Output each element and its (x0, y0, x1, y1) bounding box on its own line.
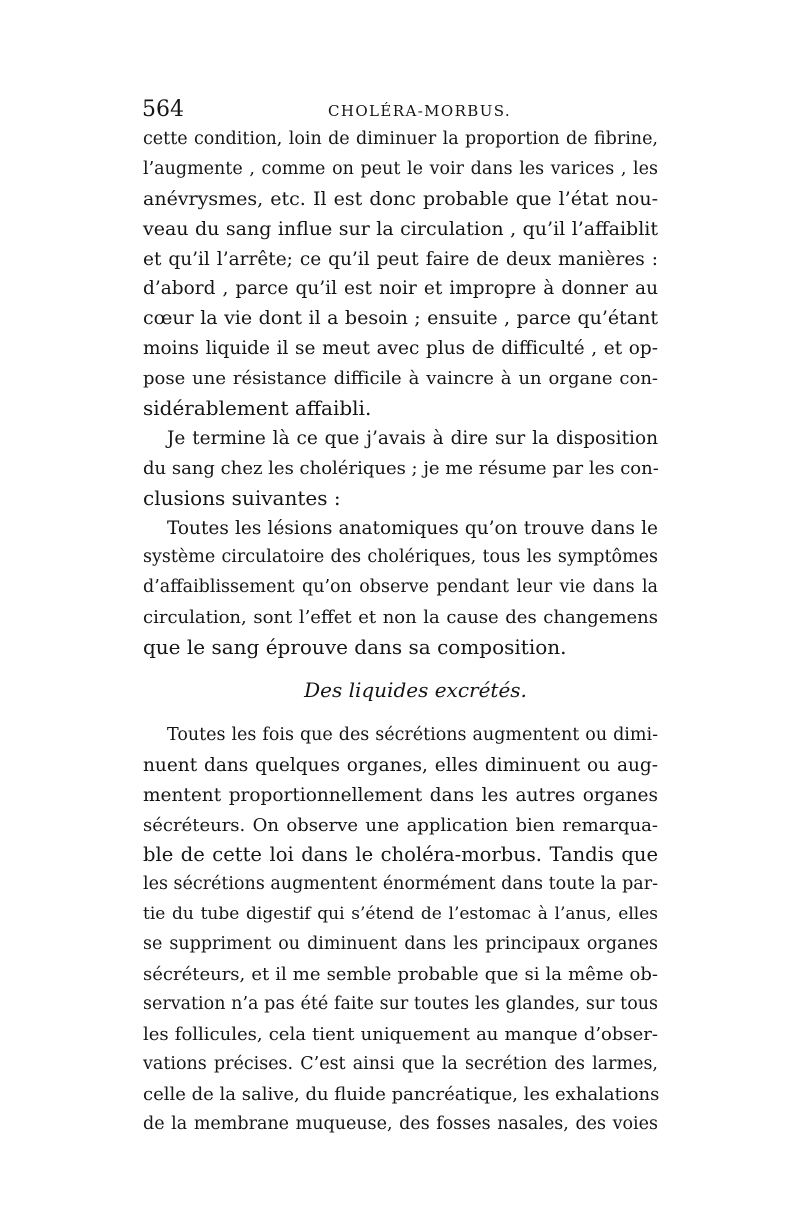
text-line: moins liquide il se meut avec plus de difficulté , et op- (143, 338, 658, 360)
text-line: sidérablement affaibli. (143, 396, 372, 421)
text-line: les follicules, cela tient uniquement au manque d’obser- (143, 1023, 658, 1045)
text-line: que le sang éprouve dans sa composition. (143, 635, 567, 660)
text-line: système circulatoire des cholériques, tous les symptômes (143, 547, 658, 568)
text-line: ble de cette loi dans le choléra-morbus. Tandis que (143, 843, 658, 867)
running-head-title: CHOLÉRA-MORBUS. (328, 102, 512, 120)
text-line: circulation, sont l’effet et non la cause des changemens (143, 607, 658, 629)
text-line: Toutes les lésions anatomiques qu’on trouve dans le (167, 517, 658, 539)
text-line: celle de la salive, du fluide pancréatique, les exhalations (143, 1083, 660, 1105)
text-line: servation n’a pas été faite sur toutes les glandes, sur tous (143, 993, 658, 1014)
paragraph-3 (143, 514, 658, 663)
paragraph-2 (143, 424, 658, 514)
text-line: cette condition, loin de diminuer la proportion de fibrine, (143, 129, 658, 149)
text-line: veau du sang influe sur la circulation , qu’il l’affaiblit (143, 217, 658, 240)
text-line: de la membrane muqueuse, des fosses nasales, des voies (143, 1113, 658, 1134)
text-line: et qu’il l’arrête; ce qu’il peut faire de deux manières : (143, 248, 658, 270)
text-line: se suppriment ou diminuent dans les principaux organes (143, 934, 658, 955)
text-line: sécréteurs, et il me semble probable que si la même ob- (143, 964, 658, 986)
paragraph-1 (143, 125, 658, 424)
text-line: anévrysmes, etc. Il est donc probable que l’état nou- (143, 187, 658, 210)
text-line: vations précises. C’est ainsi que la secrétion des larmes, (143, 1053, 658, 1074)
page-number: 564 (142, 97, 184, 122)
text-line: pose une résistance difficile à vaincre à un organe con- (143, 368, 658, 390)
paragraph-4 (143, 721, 658, 1139)
text-line: du sang chez les cholériques ; je me résume par les con- (143, 457, 659, 479)
text-line: les sécrétions augmentent énormément dans toute la par- (143, 874, 658, 895)
text-line: sécréteurs. On observe une application bien remarqua- (143, 814, 658, 836)
text-line: d’affaiblissement qu’on observe pendant leur vie dans la (143, 577, 658, 598)
running-head (142, 97, 662, 127)
text-line: Toutes les fois que des sécrétions augmentent ou dimi- (167, 724, 658, 745)
section-heading: Des liquides excrétés. (304, 678, 527, 703)
text-line: tie du tube digestif qui s’étend de l’estomac à l’anus, elles (143, 904, 658, 925)
body-text (143, 125, 658, 1139)
text-line: cœur la vie dont il a besoin ; ensuite , parce qu’étant (143, 307, 658, 330)
text-line: Je termine là ce que j’avais à dire sur la disposition (167, 427, 658, 449)
text-line: mentent proportionnellement dans les autres organes (143, 784, 658, 806)
text-line: nuent dans quelques organes, elles diminuent ou aug- (143, 754, 658, 776)
text-line: l’augmente , comme on peut le voir dans les varices , les (143, 158, 658, 179)
text-line: clusions suivantes : (143, 485, 341, 510)
text-line: d’abord , parce qu’il est noir et impropre à donner au (143, 278, 658, 300)
